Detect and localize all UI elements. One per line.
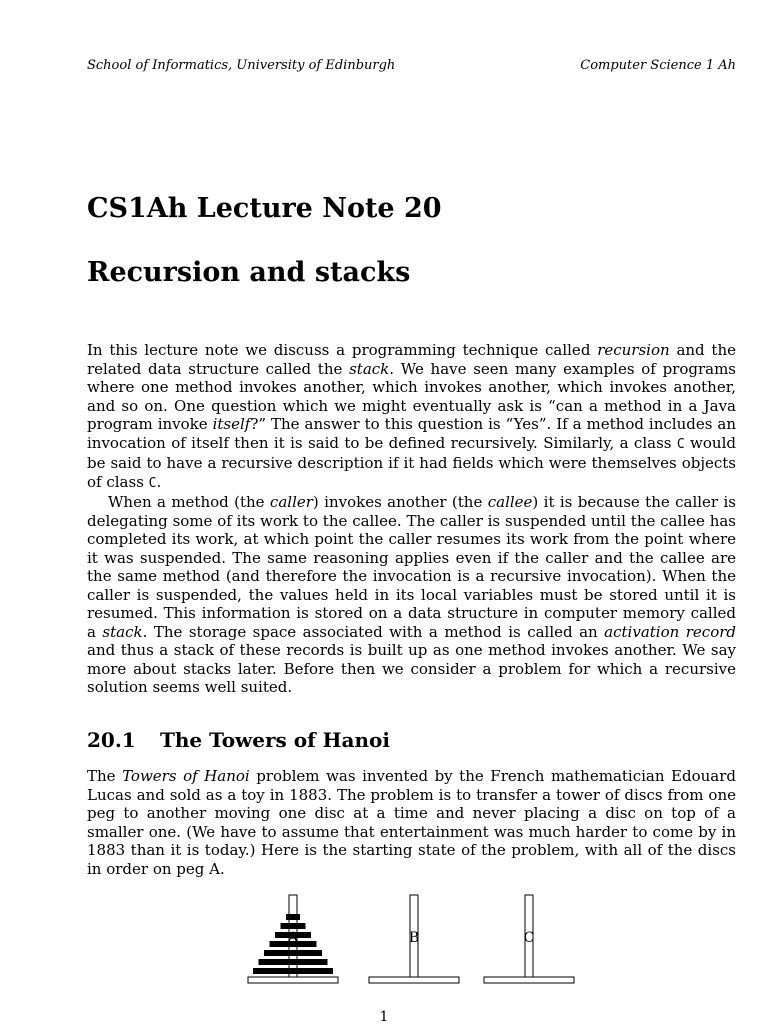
term-stack: stack	[102, 622, 143, 641]
term-callee: callee	[487, 493, 533, 511]
base-c	[484, 977, 574, 983]
disc	[281, 923, 306, 929]
text-run: ?” The answer to this question is “Yes”. If a method includes an invocation of itself then it is said to be defined recursively. Similarly, a class	[87, 415, 736, 452]
term-towers-of-hanoi: Towers of Hanoi	[122, 767, 250, 785]
text-run: and thus a stack of these records is built up as one method invokes another. We say more about stacks later. Before then we consider a problem for which a recursive solution seems well suited.	[87, 641, 736, 696]
base-a	[248, 977, 338, 983]
term-itself: itself	[212, 415, 251, 433]
header-course: Computer Science 1 Ah	[580, 58, 736, 73]
text-run: In this lecture note we discuss a programming technique called	[87, 341, 598, 359]
text-run: When a method (the	[108, 493, 270, 511]
towers-of-hanoi-figure	[240, 890, 584, 988]
base-b	[369, 977, 459, 983]
intro-paragraph-1	[87, 341, 736, 493]
peg-c-group	[484, 895, 574, 983]
term-stack: stack	[349, 359, 390, 378]
code-class-c: C	[148, 475, 157, 491]
text-run: .	[156, 472, 162, 491]
page-number: 1	[379, 1009, 389, 1025]
text-run: . We have seen many examples of programs where one method invokes another, which invokes another, which invokes another, and so on. One question which we might eventually ask is “can a method in a Java program invoke	[87, 359, 737, 433]
term-recursion: recursion	[597, 341, 670, 359]
towers-section	[87, 767, 736, 878]
page-subtitle: Recursion and stacks	[87, 257, 411, 288]
peg-a-group	[248, 895, 338, 983]
disc	[259, 959, 328, 965]
section-number: 20.1	[87, 728, 136, 752]
text-run: would be said to have a recursive description if it had fields which were themselves objects of class	[87, 433, 736, 491]
towers-paragraph	[87, 767, 736, 878]
intro-paragraph-2	[87, 493, 736, 697]
page-title: CS1Ah Lecture Note 20	[87, 193, 442, 224]
text-run: and the related data structure called the	[87, 341, 737, 378]
text-run: The	[87, 767, 123, 785]
section-title: The Towers of Hanoi	[160, 728, 390, 752]
intro-section	[87, 341, 736, 697]
term-activation-record: activation record	[604, 622, 736, 641]
section-heading	[87, 727, 390, 753]
peg-label-c: C	[523, 930, 535, 946]
term-caller: caller	[269, 493, 313, 511]
text-run: ) it is because the caller is delegating some of its work to the callee. The caller is suspended until the callee has completed its work, at which point the caller resumes its work from the point where it was suspended. The same reasoning applies even if the caller and the callee are the same method (and therefore the invocation is a recursive invocation). When the caller is suspended, the values held in its local variables must be stored until it is resumed. This information is stored on a data structure in computer memory called a	[87, 493, 736, 641]
text-run: problem was invented by the French mathematician Edouard Lucas and sold as a toy in 1883. The problem is to transfer a tower of discs from one peg to another moving one disc at a time and never placing a disc on top of a smaller one. (We have to assume that entertainment was much harder to come by in 1883 than it is today.) Here is the starting state of the problem, with all of the discs in order on peg A.	[87, 767, 737, 878]
disc	[253, 968, 333, 974]
peg-label-a: A	[287, 930, 299, 946]
header-institution: School of Informatics, University of Edinburgh	[87, 58, 396, 73]
peg-label-b: B	[408, 930, 420, 946]
running-header	[87, 58, 736, 73]
text-run: . The storage space associated with a method is called an	[142, 622, 605, 641]
code-class-c: C	[676, 436, 685, 452]
disc	[264, 950, 322, 956]
disc	[286, 914, 300, 920]
peg-b-group	[369, 895, 459, 983]
text-run: ) invokes another (the	[312, 493, 488, 511]
